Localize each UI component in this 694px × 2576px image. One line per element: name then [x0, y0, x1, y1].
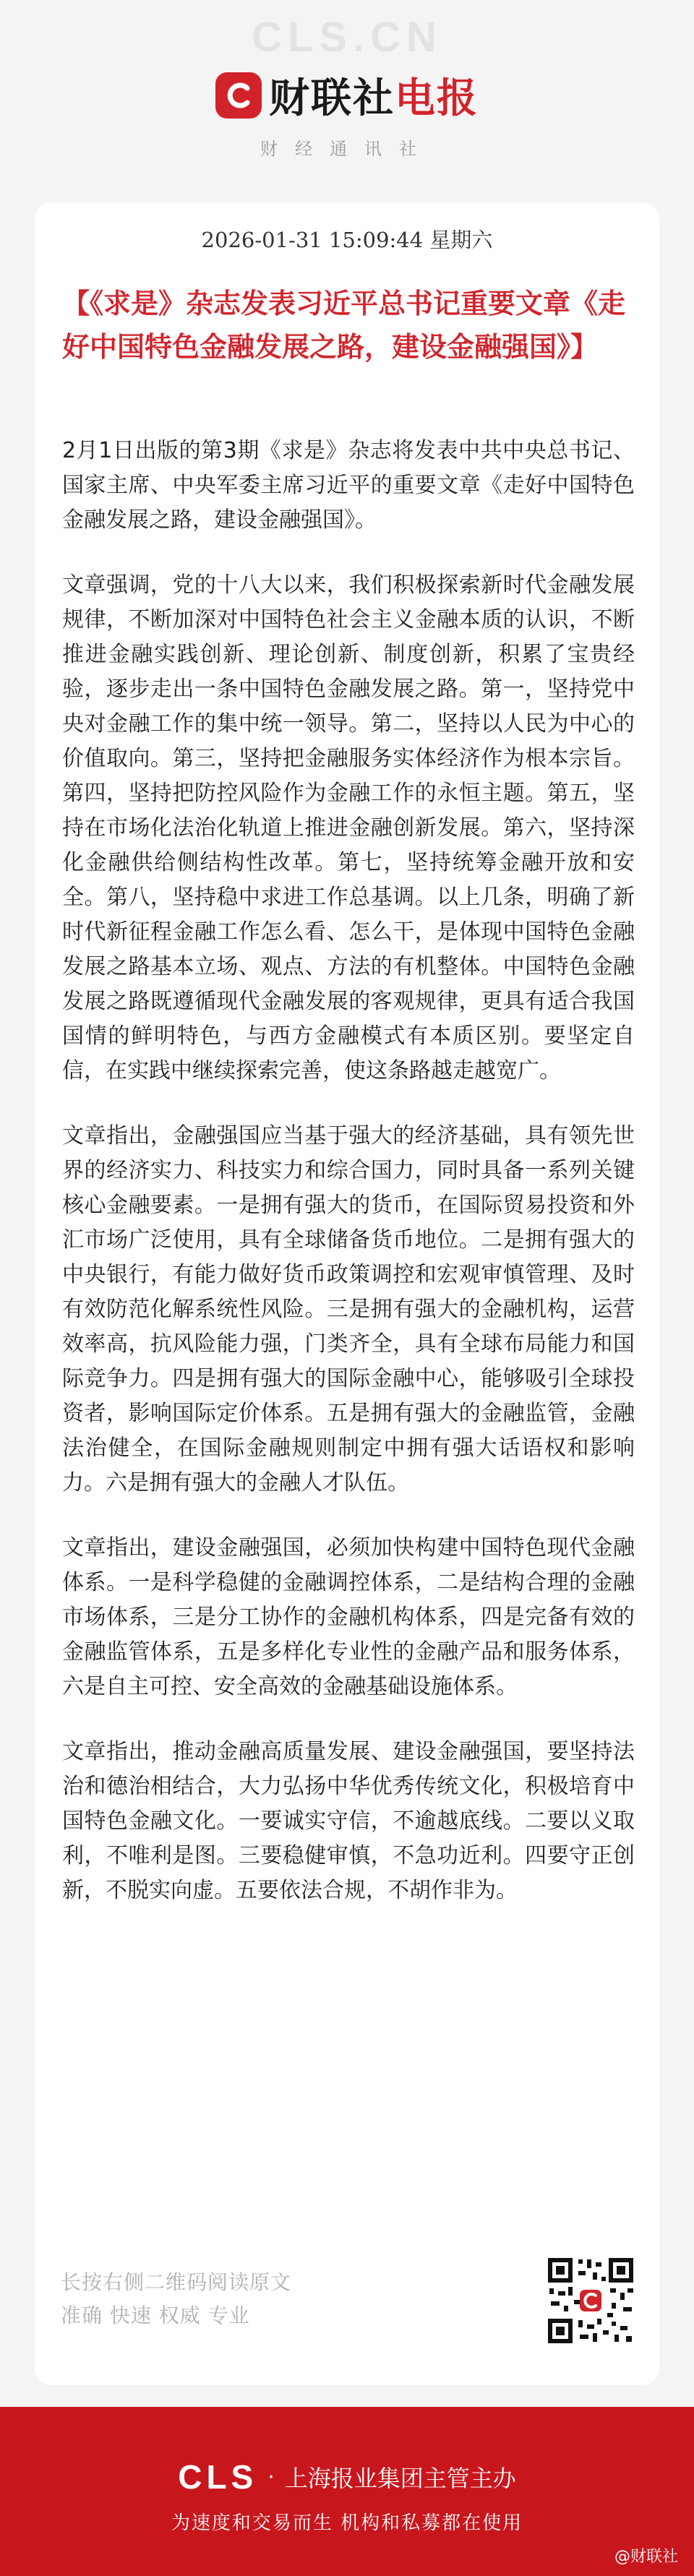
brand-logo-icon: [215, 72, 262, 119]
brand-name-black: 财联社: [269, 75, 395, 122]
footer-instruction: 长按右侧二维码阅读原文: [61, 2270, 292, 2294]
article-paragraph: 文章指出，金融强国应当基于强大的经济基础，具有领先世界的经济实力、科技实力和综合国力，同时具备一系列关键核心金融要素。一是拥有强大的货币，在国际贸易投资和外汇市场广泛使用，具有全球储备货币地位。二是拥有强大的中央银行，有能力做好货币政策调控和宏观审慎管理、及时有效防范化解系统性风险。三是拥有强大的金融机构，运营效率高，抗风险能力强，门类齐全，具有全球布局能力和国际竞争力。四是拥有强大的国际金融中心，能够吸引全球投资者，影响国际定价体系。五是拥有强大的金融监管，金融法治健全，在国际金融规则制定中拥有强大话语权和影响力。六是拥有强大的金融人才队伍。: [62, 1123, 635, 1495]
article-paragraph: 文章强调，党的十八大以来，我们积极探索新时代金融发展规律，不断加深对中国特色社会主义金融本质的认识，不断推进金融实践创新、理论创新、制度创新，积累了宝贵经验，逐步走出一条中国特色金融发展之路。第一，坚持党中央对金融工作的集中统一领导。第二，坚持以人民为中心的价值取向。第三，坚持把金融服务实体经济作为根本宗旨。第四，坚持把防控风险作为金融工作的永恒主题。第五，坚持在市场化法治化轨道上推进金融创新发展。第六，坚持深化金融供给侧结构性改革。第七，坚持统筹金融开放和安全。第八，坚持稳中求进工作总基调。以上几条，明确了新时代新征程金融工作怎么看、怎么干，是体现中国特色金融发展之路基本立场、观点、方法的有机整体。中国特色金融发展之路既遵循现代金融发展的客观规律，更具有适合我国国情的鲜明特色，与西方金融模式有本质区别。要坚定自信，在实践中继续探索完善，使这条路越走越宽广。: [62, 572, 635, 1083]
brand-subtitle: 财经通讯社: [260, 139, 434, 159]
bottom-brand-row: [0, 2457, 694, 2496]
brand: [0, 66, 694, 124]
watermark: CLS.CN: [252, 14, 442, 61]
footer-tagline: 准确 快速 权威 专业: [61, 2304, 250, 2327]
brand-name-red: 电报: [395, 75, 479, 122]
header: [0, 0, 694, 210]
article-body: [62, 434, 635, 1939]
owner-text: 上海报业集团主管主办: [284, 2465, 516, 2492]
publish-date: 2026-01-31 15:09:44 星期六: [201, 228, 493, 252]
brand-name: [269, 66, 479, 124]
footer-note: [61, 2266, 291, 2332]
article-paragraph: 文章指出，建设金融强国，必须加快构建中国特色现代金融体系。一是科学稳健的金融调控体系，二是结构合理的金融市场体系，三是分工协作的金融机构体系，四是完备有效的金融监管体系，五是多样化专业性的金融产品和服务体系，六是自主可控、安全高效的金融基础设施体系。: [62, 1535, 635, 1699]
article-card: [35, 202, 659, 2385]
article-paragraph: 2月1日出版的第3期《求是》杂志将发表中共中央总书记、国家主席、中央军委主席习近平的重要文章《走好中国特色金融发展之路，建设金融强国》。: [62, 438, 635, 533]
qr-code-icon[interactable]: [545, 2255, 636, 2346]
cls-logo: CLS: [178, 2458, 258, 2496]
bottom-banner: [0, 2407, 694, 2576]
article-paragraph: 文章指出，推动金融高质量发展、建设金融强国，要坚持法治和德治相结合，大力弘扬中华优秀传统文化，积极培育中国特色金融文化。一要诚实守信，不逾越底线。二要以义取利，不唯利是图。三要稳健审慎，不急功近利。四要守正创新，不脱实向虚。五要依法合规，不胡作非为。: [62, 1739, 635, 1903]
weibo-watermark: @财联社: [614, 2548, 678, 2566]
separator-dot: ·: [267, 2464, 275, 2490]
bottom-slogan: 为速度和交易而生 机构和私募都在使用: [171, 2512, 523, 2534]
article-headline: 【《求是》杂志发表习近平总书记重要文章《走好中国特色金融发展之路，建设金融强国》】: [62, 288, 626, 363]
